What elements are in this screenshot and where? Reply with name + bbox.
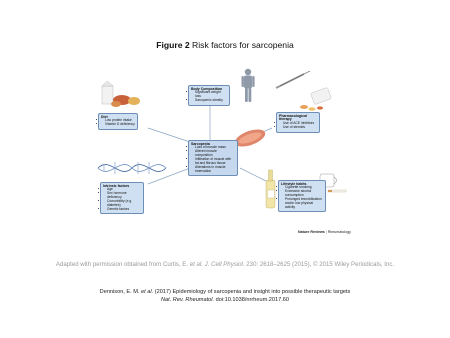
diet-item: • Vitamin D deficiency <box>105 123 135 127</box>
body-composition-box <box>188 85 230 106</box>
sarcopenia-item: • Alterations in muscle innervation <box>195 166 235 174</box>
diet-box <box>98 113 138 130</box>
pill-bottle-icon <box>300 87 332 111</box>
lifestyle-habits-box <box>278 180 326 212</box>
credit-prefix: Adapted with permission obtained from Curtis, E. <box>55 261 190 268</box>
citation-etal: et al. <box>141 289 154 295</box>
food-icon <box>102 81 140 107</box>
diet-item: • Low protein intake <box>105 119 135 123</box>
credit-journal: . J. Cell Physiol. <box>201 261 245 268</box>
intrinsic-factors-box <box>100 182 144 214</box>
sarcopenia-item: • Loss of muscle mass <box>195 146 235 150</box>
body-composition-item: • Significant weight loss <box>195 91 227 99</box>
sarcopenia-box <box>188 140 238 176</box>
publisher-logo: Nature Reviews | Rheumatology <box>298 230 351 234</box>
body-composition-item: • Sarcopenic obesity <box>195 99 227 103</box>
pharmacological-item: • Use of steroids <box>283 126 317 130</box>
credit-rest: 230: 2618–2625 (2015), © 2015 Wiley Periodicals, Inc. <box>244 261 395 268</box>
intrinsic-heading: Intrinsic factors <box>103 183 130 188</box>
credit-etal: et al <box>189 261 202 268</box>
citation-doi: doi:10.1038/nrrheum.2017.60 <box>214 297 289 303</box>
pharmacological-therapy-box <box>276 112 320 133</box>
figure-label: Figure 2 <box>156 40 190 50</box>
intrinsic-item: • Sex hormone deficiency <box>107 192 141 200</box>
pharmacological-item: • Use of ACE inhibitors <box>283 122 317 126</box>
citation-title: (2017) Epidemiology of sarcopenia and insight into possible therapeutic targets <box>153 289 351 295</box>
citation-authors: Dennison, E. M. <box>99 289 142 295</box>
lifestyle-item: • Excessive alcohol consumption <box>285 190 323 198</box>
sarcopenia-heading: Sarcopenia <box>191 141 210 146</box>
sarcopenia-item: • Infiltration of muscle with fat and fibrous tissue <box>195 158 235 166</box>
intrinsic-item: • Comorbidity (e.g. diabetes) <box>107 200 141 208</box>
pharmacological-heading: Pharmacological therapy <box>279 113 308 122</box>
lifestyle-item: • Cigarette smoking <box>285 186 323 190</box>
person-silhouette-icon <box>242 69 255 102</box>
wine-bottle-icon <box>266 170 275 208</box>
figure-title <box>0 40 450 50</box>
figure-caption: Risk factors for sarcopenia <box>192 40 294 50</box>
dna-helix-icon <box>98 162 166 174</box>
citation-line-1 <box>0 289 450 295</box>
body-composition-heading: Body Composition <box>191 86 223 91</box>
citation-journal: Nat. Rev. Rheumatol. <box>160 297 215 303</box>
diet-heading: Diet <box>101 114 108 119</box>
syringe-icon <box>276 71 310 88</box>
risk-factor-diagram <box>90 60 362 244</box>
lifestyle-heading: Lifestyle habits <box>281 181 307 186</box>
sarcopenia-item: • Altered muscle composition <box>195 150 235 158</box>
citation-line-2 <box>0 297 450 303</box>
intrinsic-item: • Age <box>107 188 141 192</box>
permission-credit <box>0 261 450 268</box>
publisher-journal: Rheumatology <box>327 230 351 234</box>
intrinsic-item: • Genetic factors <box>107 208 141 212</box>
publisher-name: Nature Reviews <box>298 230 325 234</box>
lifestyle-item: • Prolonged immobilization and/or low physical activity <box>285 198 323 210</box>
